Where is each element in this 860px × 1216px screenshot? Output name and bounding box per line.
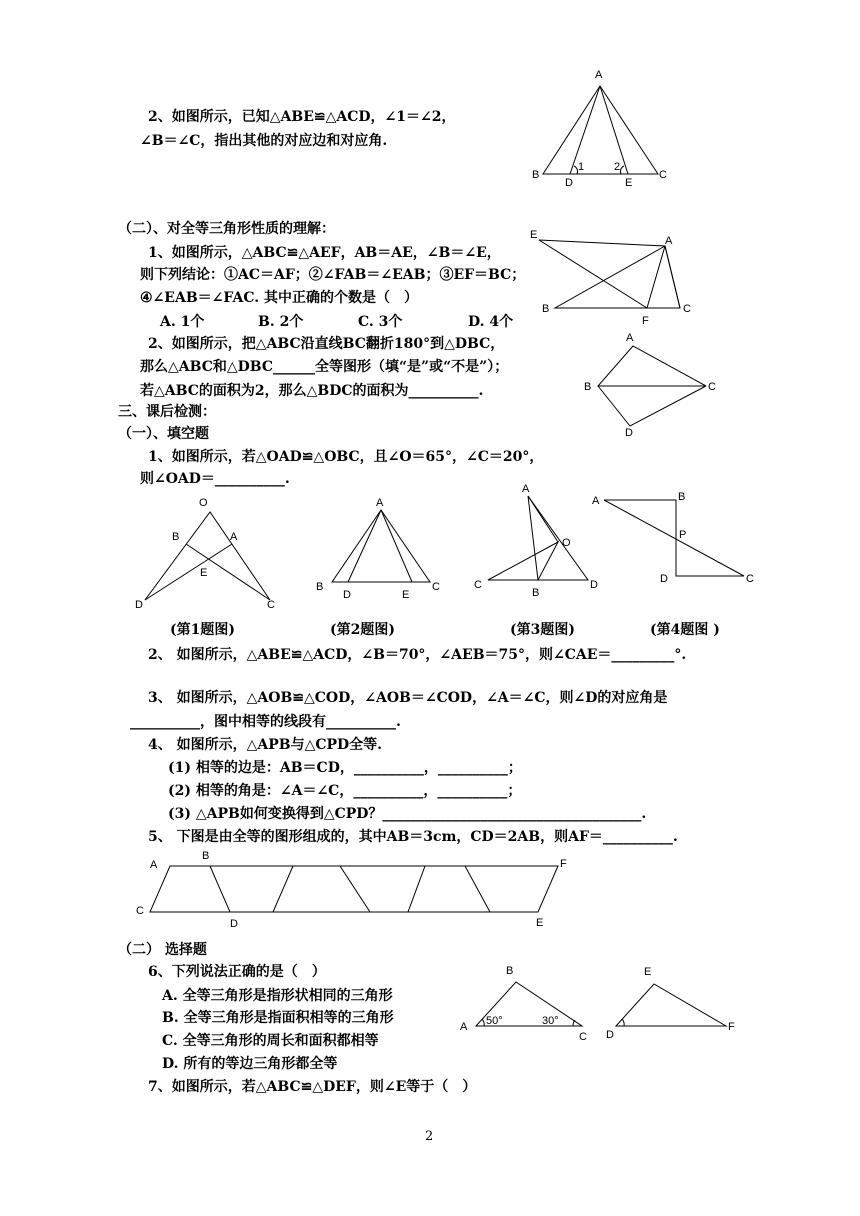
subsection-heading: （一）、填空题	[118, 426, 209, 442]
point-label: O	[199, 497, 208, 509]
question-text: 2、 如图所示，△ABE≌△ACD，∠B＝70°，∠AEB＝75°，则∠CAE＝_________°.	[148, 647, 687, 663]
figure-strip	[130, 846, 580, 932]
point-label: A	[460, 1021, 468, 1033]
point-label: C	[267, 599, 275, 611]
point-label: C	[136, 905, 144, 917]
question-text: 1、如图所示，若△OAD≌△OBC，且∠O＝65°，∠C＝20°，	[148, 449, 544, 465]
figure-caption: (第2题图)	[330, 622, 395, 638]
point-label: F	[728, 1021, 735, 1033]
point-label: B	[532, 169, 540, 181]
question-text: (3) △APB如何变换得到△CPD？_____________________________________.	[168, 806, 647, 822]
angle-label: 2	[614, 161, 621, 173]
page-number: 2	[425, 1129, 434, 1144]
point-label: A	[376, 497, 384, 509]
point-label: E	[530, 229, 538, 241]
point-label: C	[579, 1031, 587, 1043]
point-label: B	[532, 587, 540, 599]
point-label: E	[402, 589, 410, 601]
point-label: A	[522, 483, 530, 495]
question-text: ∠B＝∠C，指出其他的对应边和对应角.	[140, 133, 388, 149]
question-text: 2、如图所示，已知△ABE≌△ACD，∠1＝∠2，	[148, 109, 456, 125]
point-label: C	[746, 573, 754, 585]
option: B. 全等三角形是指面积相等的三角形	[162, 1010, 394, 1026]
figure-t1	[130, 492, 290, 614]
point-label: B	[202, 850, 210, 862]
point-label: E	[625, 177, 633, 189]
point-label: C	[683, 303, 691, 315]
subsection-heading: （二） 选择题	[118, 942, 207, 958]
point-label: D	[565, 177, 573, 189]
question-text: 4、 如图所示，△APB与△CPD全等.	[148, 737, 383, 753]
point-label: C	[474, 579, 482, 591]
point-label: A	[150, 859, 158, 871]
question-text: 3、 如图所示，△AOB≌△COD，∠AOB＝∠COD，∠A＝∠C，则∠D的对应角是	[148, 690, 668, 706]
point-label: D	[625, 427, 633, 436]
question-text: 1、如图所示，△ABC≌△AEF，AB＝AE，∠B＝∠E，	[148, 245, 501, 261]
figure-caption: (第3题图)	[510, 622, 575, 638]
figure-caption: (第1题图)	[170, 622, 235, 638]
point-label: B	[316, 581, 324, 593]
point-label: C	[432, 581, 440, 593]
option: C. 3个	[358, 314, 403, 330]
figure-q7-abc	[456, 960, 606, 1044]
point-label: A	[230, 531, 238, 543]
question-text: 2、如图所示，把△ABC沿直线BC翻折180°到△DBC，	[148, 336, 505, 352]
option: C. 全等三角形的周长和面积都相等	[162, 1033, 379, 1049]
figure-s2-q1	[525, 222, 705, 330]
option: D. 所有的等边三角形都全等	[162, 1056, 338, 1072]
point-label: E	[644, 966, 652, 978]
point-label: P	[679, 529, 687, 541]
point-label: B	[584, 381, 592, 393]
option: D. 4个	[468, 314, 514, 330]
point-label: D	[606, 1029, 614, 1041]
figure-t2	[312, 496, 452, 606]
point-label: F	[642, 315, 649, 327]
question-text: 6、下列说法正确的是（ ）	[148, 964, 326, 980]
question-text: 则∠OAD＝__________.	[140, 471, 290, 487]
figure-top-triangle	[528, 66, 676, 192]
option: A. 1个	[160, 314, 205, 330]
question-text: 那么△ABC和△DBC______全等图形（填“是”或“不是”）；	[140, 359, 509, 375]
question-text: ④∠EAB＝∠FAC. 其中正确的个数是（ ）	[140, 290, 419, 306]
figure-t4	[588, 486, 764, 590]
point-label: A	[595, 69, 603, 81]
question-text: 则下列结论：①AC＝AF；②∠FAB＝∠EAB；③EF＝BC；	[140, 267, 526, 283]
point-label: C	[659, 169, 667, 181]
question-text: (2) 相等的角是：∠A＝∠C，__________，__________；	[168, 783, 522, 799]
angle-label: 50°	[486, 1015, 503, 1027]
point-label: D	[660, 573, 668, 585]
point-label: A	[665, 235, 673, 247]
point-label: E	[200, 567, 208, 579]
section-heading: （二）、对全等三角形性质的理解：	[118, 221, 335, 237]
option: B. 2个	[258, 314, 304, 330]
point-label: D	[135, 599, 143, 611]
point-label: C	[708, 381, 716, 393]
point-label: B	[172, 531, 180, 543]
point-label: B	[506, 965, 514, 977]
figure-q7-def	[600, 962, 750, 1046]
point-label: D	[590, 579, 598, 591]
question-text: (1) 相等的边是：AB＝CD，__________，__________；	[168, 760, 522, 776]
point-label: B	[542, 303, 550, 315]
angle-label: 30°	[542, 1015, 559, 1027]
figure-s2-q2	[578, 328, 718, 436]
angle-label: 1	[578, 161, 585, 173]
point-label: D	[343, 589, 351, 601]
question-text: __________，图中相等的线段有__________.	[130, 714, 401, 730]
point-label: E	[536, 917, 544, 929]
point-label: A	[592, 495, 600, 507]
question-text: 若△ABC的面积为2，那么△BDC的面积为__________.	[140, 383, 484, 399]
section-heading: 三、课后检测：	[118, 404, 216, 420]
option: A. 全等三角形是指形状相同的三角形	[162, 988, 393, 1004]
question-text: 7、如图所示，若△ABC≌△DEF，则∠E等于（ ）	[148, 1079, 477, 1095]
point-label: F	[560, 858, 567, 870]
point-label: D	[230, 918, 238, 930]
figure-caption: (第4题图 )	[650, 622, 720, 638]
point-label: A	[626, 332, 634, 344]
question-text: 5、 下图是由全等的图形组成的，其中AB＝3cm，CD＝2AB，则AF＝__________.	[148, 829, 678, 845]
point-label: O	[562, 537, 571, 549]
point-label: B	[678, 491, 686, 503]
